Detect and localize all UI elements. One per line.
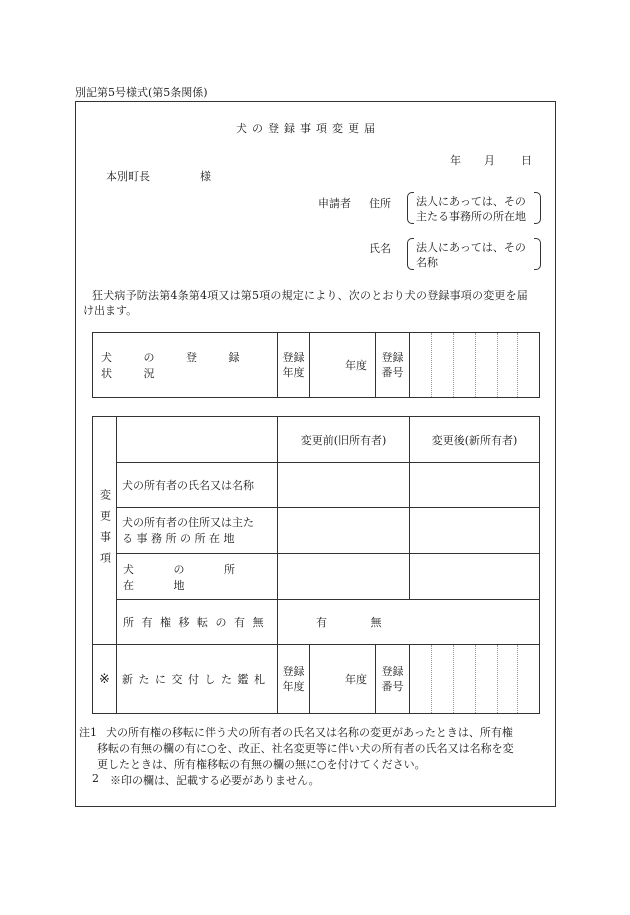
note-1-line-2: 移転の有無の欄の有に○を、改正、社名変更等に伴い犬の所有者の氏名又は名称を変 bbox=[97, 742, 514, 755]
tag-number-digit[interactable] bbox=[498, 645, 518, 714]
address-bracket-left bbox=[407, 192, 414, 224]
addressee-suffix: 様 bbox=[200, 170, 211, 183]
reg-year-label: 登録 年度 bbox=[278, 333, 310, 398]
row-owner-address-label: 犬の所有者の住所又は主た る 事 務 所 の 所 在 地 bbox=[117, 508, 278, 554]
dog-location-before-input[interactable] bbox=[278, 554, 410, 600]
tag-reg-number-label: 登録 番号 bbox=[376, 645, 410, 714]
row-dog-location-label-cell: 犬 の 所 在 地 bbox=[117, 554, 278, 600]
addressee-name: 本別町長 bbox=[106, 170, 150, 183]
note-1-label: 注1 bbox=[79, 726, 97, 739]
name-label: 氏名 bbox=[369, 242, 391, 255]
tag-reg-year-input[interactable]: 年度 bbox=[310, 645, 376, 714]
tag-number-digit[interactable] bbox=[518, 645, 540, 714]
status-label-cell bbox=[93, 333, 278, 398]
row-owner-name-label: 犬の所有者の氏名又は名称 bbox=[117, 463, 278, 508]
statement-line-1: 狂犬病予防法第4条第4項又は第5項の規定により、次のとおり犬の登録事項の変更を届 bbox=[92, 289, 528, 302]
reg-number-label: 登録 番号 bbox=[376, 333, 410, 398]
transfer-no-option[interactable]: 無 bbox=[370, 616, 382, 629]
change-side-label-cell bbox=[93, 417, 117, 645]
reg-number-digit[interactable] bbox=[432, 333, 454, 398]
reg-year-input[interactable]: 年度 bbox=[310, 333, 376, 398]
form-id: 別記第5号様式(第5条関係) bbox=[75, 86, 208, 99]
status-label: 犬 の 登 録 状 況 bbox=[101, 351, 254, 380]
dog-location-after-input[interactable] bbox=[410, 554, 540, 600]
registration-status-table bbox=[92, 332, 540, 398]
address-bracket-right bbox=[534, 192, 541, 224]
date-year[interactable]: 年 bbox=[450, 154, 461, 167]
form-title: 犬の登録事項変更届 bbox=[236, 122, 380, 135]
date-month[interactable]: 月 bbox=[484, 154, 495, 167]
reg-number-digit[interactable] bbox=[476, 333, 498, 398]
owner-name-before-input[interactable] bbox=[278, 463, 410, 508]
tag-number-digit[interactable] bbox=[432, 645, 454, 714]
address-note-1: 法人にあっては、その bbox=[416, 195, 526, 208]
header-blank bbox=[117, 417, 278, 463]
name-note-1: 法人にあっては、その bbox=[416, 241, 526, 254]
reg-number-digit[interactable] bbox=[454, 333, 476, 398]
reg-number-digit[interactable] bbox=[518, 333, 540, 398]
change-items-table bbox=[92, 416, 540, 714]
name-note-2: 名称 bbox=[416, 256, 438, 269]
name-bracket-right bbox=[534, 238, 541, 270]
col-after-header: 変更後(新所有者) bbox=[410, 417, 540, 463]
statement-line-2: け出ます。 bbox=[83, 304, 138, 317]
owner-name-after-input[interactable] bbox=[410, 463, 540, 508]
note-2-label: 2 bbox=[92, 772, 99, 785]
note-2-text: ※印の欄は、記載する必要がありません。 bbox=[110, 774, 320, 787]
change-side-label: 変更事項 bbox=[98, 488, 112, 573]
col-before-header: 変更前(旧所有者) bbox=[278, 417, 410, 463]
transfer-options-cell bbox=[278, 600, 540, 645]
applicant-label: 申請者 bbox=[318, 197, 351, 210]
tag-number-digit[interactable] bbox=[410, 645, 432, 714]
row-new-tag-label: 新 た に 交 付 し た 鑑 札 bbox=[117, 645, 278, 714]
date-day[interactable]: 日 bbox=[521, 154, 532, 167]
mark-asterisk: ※ bbox=[93, 645, 117, 714]
name-bracket-left bbox=[407, 238, 414, 270]
row-transfer-label-cell: 所 有 権 移 転 の 有 無 bbox=[117, 600, 278, 645]
address-input-area[interactable] bbox=[418, 193, 528, 223]
owner-address-after-input[interactable] bbox=[410, 508, 540, 554]
tag-number-digit[interactable] bbox=[454, 645, 476, 714]
owner-address-before-input[interactable] bbox=[278, 508, 410, 554]
reg-number-digit[interactable] bbox=[410, 333, 432, 398]
address-note-2: 主たる事務所の所在地 bbox=[416, 210, 526, 223]
address-label: 住所 bbox=[369, 197, 391, 210]
reg-number-digit[interactable] bbox=[498, 333, 518, 398]
tag-number-digit[interactable] bbox=[476, 645, 498, 714]
name-input-area[interactable] bbox=[418, 239, 528, 269]
note-1-line-1: 犬の所有権の移転に伴う犬の所有者の氏名又は名称の変更があったときは、所有権 bbox=[106, 726, 513, 739]
note-1-line-3: 更したときは、所有権移転の有無の欄の無に○を付けてください。 bbox=[97, 758, 426, 771]
tag-reg-year-label: 登録 年度 bbox=[278, 645, 310, 714]
transfer-yes-option[interactable]: 有 bbox=[316, 616, 327, 629]
